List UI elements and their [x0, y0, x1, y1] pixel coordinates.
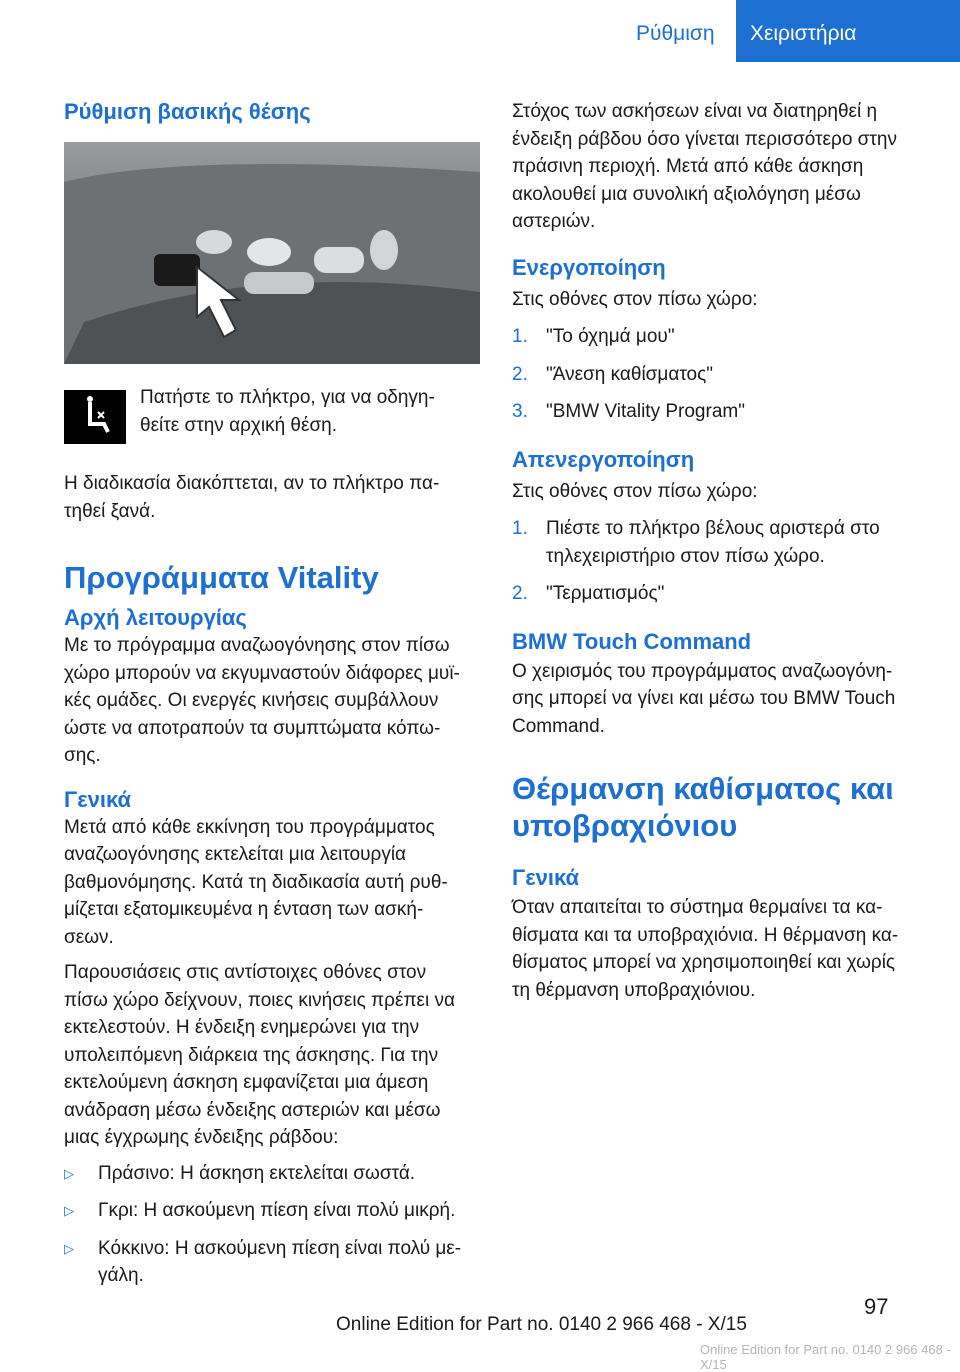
text-line: αστεριών. — [512, 211, 596, 232]
heading-activation: Ενεργοποίηση — [512, 254, 666, 280]
instruction-line-1: Πατήστε το πλήκτρο, για να οδηγη- — [140, 387, 435, 408]
touch-paragraph — [512, 658, 926, 741]
text-line: πίσω χώρο δείχνουν, ποιες κινήσεις πρέπει να — [64, 989, 456, 1011]
seat-home-key-icon — [64, 390, 126, 444]
goal-paragraph — [512, 98, 926, 236]
list-item — [512, 580, 926, 608]
bullet-text: Πράσινο: Η άσκηση εκτελείται σωστά. — [98, 1162, 416, 1184]
seat-buttons-illustration — [64, 142, 480, 364]
text-line: Όταν απαιτείται το σύστημα θερμαίνει τα κα- — [512, 897, 883, 918]
text-line: Μετά από κάθε εκκίνηση του προγράμματος — [64, 816, 435, 838]
text-line: Στόχος των ασκήσεων είναι να διατηρηθεί η — [512, 101, 878, 122]
step-number: 1. — [512, 518, 528, 539]
list-item — [512, 323, 926, 351]
header-chapter-tab: Χειριστήρια — [736, 0, 960, 62]
step-number: 1. — [512, 326, 528, 347]
text-line: ένδειξη ράβδου όσο γίνεται περισσότερο στην — [512, 128, 897, 150]
instruction-line-2: θείτε στην αρχική θέση. — [140, 414, 338, 436]
step-text: "BMW Vitality Program" — [546, 401, 745, 422]
bullet-text: γάλη. — [98, 1265, 144, 1286]
step-text: "Το όχημά μου" — [546, 326, 675, 347]
deactivation-intro: Στις οθόνες στον πίσω χώρο: — [512, 480, 758, 502]
right-column — [512, 98, 926, 1004]
list-item — [512, 361, 926, 389]
heading-general-heating: Γενικά — [512, 865, 580, 890]
heading-principle: Αρχή λειτουργίας — [64, 605, 247, 630]
text-line: μίζεται εξατομικευμένα η ένταση των ασκή- — [64, 899, 424, 920]
text-line: ανάδραση μέσω ένδειξης αστεριών και μέσω — [64, 1099, 441, 1121]
text-line: ακολουθεί μια συνολική αξιολόγηση μέσω — [512, 183, 861, 205]
deactivation-steps — [512, 515, 926, 608]
step-text: "Τερματισμός" — [546, 583, 665, 604]
text-line: Ο χειρισμός του προγράμματος αναζωογόνη- — [512, 660, 893, 682]
text-line: εκτελεστούν. Η ένδειξη ενημερώνει για την — [64, 1017, 420, 1038]
text-line: πράσινη περιοχή. Μετά από κάθε άσκηση — [512, 156, 864, 177]
text-line: τη θέρμανση υποβραχιόνιου. — [512, 979, 756, 1001]
text-line: Παρουσιάσεις στις αντίστοιχες οθόνες στον — [64, 962, 427, 983]
step-number: 2. — [512, 363, 528, 385]
heading-touch-command: BMW Touch Command — [512, 628, 752, 654]
heading-line: υποβραχιόνιου — [512, 808, 738, 843]
text-line: σεων. — [64, 926, 114, 948]
heading-general: Γενικά — [64, 786, 132, 812]
heading-seat-heating — [512, 770, 926, 844]
text-line: θίσματος μπορεί να χρησιμοποιηθεί και χωρίς — [512, 952, 896, 973]
step-number: 2. — [512, 583, 528, 604]
heating-paragraph — [512, 894, 926, 1004]
heading-vitality-programs: Προγράμματα Vitality — [64, 560, 379, 595]
heading-basic-position: Ρύθμιση βασικής θέσης — [64, 99, 311, 124]
interrupt-line-1: Η διαδικασία διακόπτεται, αν το πλήκτρο πα- — [64, 473, 440, 494]
text-line: βαθμονόμησης. Κατά τη διαδικασία αυτή ρυθ- — [64, 871, 448, 893]
activation-intro: Στις οθόνες στον πίσω χώρο: — [512, 288, 758, 310]
bullet-triangle-icon: ▷ — [64, 1240, 74, 1256]
bullet-triangle-icon: ▷ — [64, 1203, 74, 1218]
step-text: τηλεχειριστήριο στον πίσω χώρο. — [546, 545, 825, 567]
seat-controls-photo — [64, 142, 480, 364]
interrupt-line-2: τηθεί ξανά. — [64, 500, 156, 522]
general-paragraph-2 — [64, 959, 478, 1152]
text-line: θίσματα και τα υποβραχιόνια. Η θέρμανση κα- — [512, 924, 899, 946]
bullet-text: Κόκκινο: Η ασκούμενη πίεση είναι πολύ με- — [98, 1237, 462, 1259]
page-header — [0, 0, 960, 62]
home-position-instruction — [64, 384, 478, 470]
principle-paragraph — [64, 632, 478, 770]
page-number: 97 — [864, 1294, 889, 1319]
text-line: χώρο μπορούν να εκγυμναστούν διάφορες μυϊ- — [64, 662, 460, 684]
list-item — [64, 1235, 478, 1290]
heading-deactivation: Απενεργοποίηση — [512, 446, 695, 472]
bullet-text: Γκρι: Η ασκούμενη πίεση είναι πολύ μικρή. — [98, 1200, 456, 1221]
text-line: κές ομάδες. Οι ενεργές κινήσεις συμβάλλουν — [64, 690, 439, 711]
footer-edition: Online Edition for Part no. 0140 2 966 468 - X/15 — [336, 1314, 747, 1335]
text-line: εκτελούμενη άσκηση εμφανίζεται μια άμεση — [64, 1072, 429, 1093]
feedback-bullet-list — [64, 1160, 478, 1290]
text-line: σης μπορεί να γίνει και μέσω του BMW Touch — [512, 688, 896, 709]
heading-line: Θέρμανση καθίσματος και — [512, 771, 894, 806]
step-number: 3. — [512, 401, 528, 422]
header-section-title: Ρύθμιση — [636, 22, 715, 45]
bullet-triangle-icon: ▷ — [64, 1165, 74, 1181]
text-line: υπολειπόμενη διάρκεια της άσκησης. Για την — [64, 1044, 439, 1066]
list-item — [64, 1197, 478, 1225]
general-paragraph-1 — [64, 814, 478, 952]
text-line: Με το πρόγραμμα αναζωογόνησης στον πίσω — [64, 635, 450, 656]
step-text: Πιέστε το πλήκτρο βέλους αριστερά στο — [546, 518, 880, 539]
activation-steps — [512, 323, 926, 426]
watermark: Online Edition for Part no. 0140 2 966 468 - X/15 — [700, 1342, 951, 1372]
text-line: Command. — [512, 715, 605, 737]
step-text: "Άνεση καθίσματος" — [546, 363, 714, 385]
list-item — [64, 1160, 478, 1188]
list-item — [512, 398, 926, 426]
list-item — [512, 515, 926, 570]
text-line: μιας έγχρωμης ένδειξης ράβδου: — [64, 1127, 339, 1148]
text-line: ώστε να αποτραπούν τα συμπτώματα κόπω- — [64, 717, 441, 739]
text-line: σης. — [64, 745, 101, 766]
text-line: αναζωογόνησης εκτελείται μια λειτουργία — [64, 844, 407, 865]
left-column — [64, 98, 478, 1290]
